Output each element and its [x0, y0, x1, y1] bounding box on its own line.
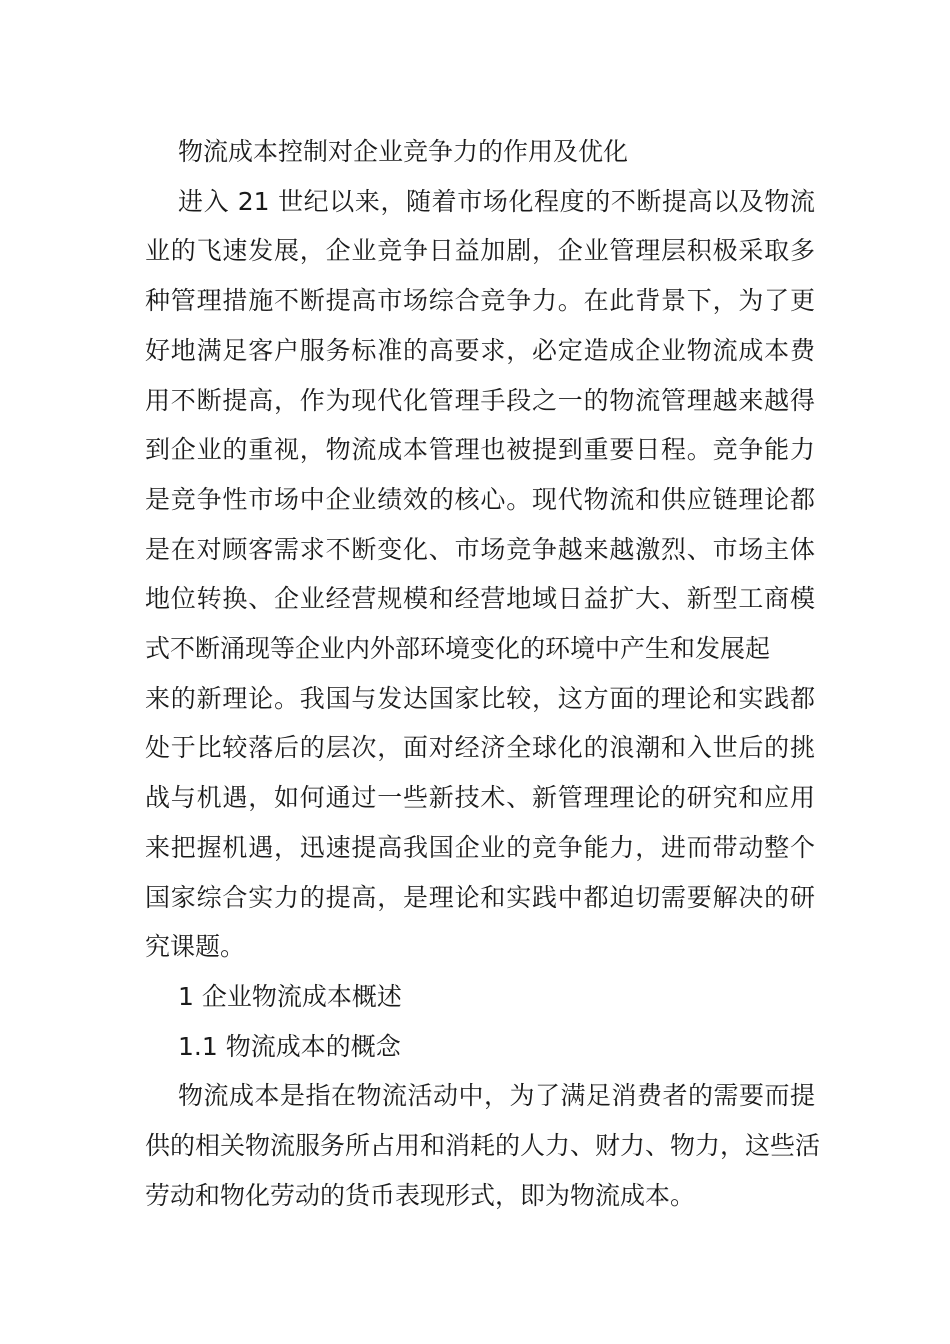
intro-line: 战与机遇，如何通过一些新技术、新管理理论的研究和应用	[145, 783, 815, 813]
intro-line: 式不断涌现等企业内外部环境变化的环境中产生和发展起	[145, 634, 771, 664]
definition-paragraph	[145, 1071, 821, 1220]
intro-line: 是竞争性市场中企业绩效的核心。现代物流和供应链理论都	[145, 484, 815, 514]
definition-line: 供的相关物流服务所占用和消耗的人力、财力、物力，这些活	[145, 1131, 821, 1161]
section-heading: 1 企业物流成本概述	[178, 981, 402, 1011]
intro-line: 进入 21 世纪以来，随着市场化程度的不断提高以及物流	[178, 186, 815, 216]
intro-line: 国家综合实力的提高，是理论和实践中都迫切需要解决的研	[145, 882, 815, 912]
intro-line: 地位转换、企业经营规模和经营地域日益扩大、新型工商模	[145, 584, 815, 614]
intro-line: 用不断提高，作为现代化管理手段之一的物流管理越来越得	[145, 385, 815, 415]
intro-line: 来的新理论。我国与发达国家比较，这方面的理论和实践都	[145, 683, 815, 713]
intro-line: 业的飞速发展，企业竞争日益加剧，企业管理层积极采取多	[145, 236, 815, 266]
intro-line: 究课题。	[145, 932, 246, 962]
definition-line: 物流成本是指在物流活动中，为了满足消费者的需要而提	[178, 1081, 815, 1111]
intro-line: 到企业的重视，物流成本管理也被提到重要日程。竞争能力	[145, 435, 815, 465]
intro-paragraph	[145, 177, 815, 972]
subsection-heading: 1.1 物流成本的概念	[178, 1031, 401, 1061]
document-body	[145, 127, 821, 1220]
intro-line: 好地满足客户服务标准的高要求，必定造成企业物流成本费	[145, 335, 815, 365]
definition-line: 劳动和物化劳动的货币表现形式，即为物流成本。	[145, 1180, 696, 1210]
intro-line: 来把握机遇，迅速提高我国企业的竞争能力，进而带动整个	[145, 832, 815, 862]
intro-line: 种管理措施不断提高市场综合竞争力。在此背景下，为了更	[145, 286, 815, 316]
intro-line: 处于比较落后的层次，面对经济全球化的浪潮和入世后的挑	[145, 733, 815, 763]
document-title: 物流成本控制对企业竞争力的作用及优化	[178, 137, 629, 166]
intro-line: 是在对顾客需求不断变化、市场竞争越来越激烈、市场主体	[145, 534, 815, 564]
